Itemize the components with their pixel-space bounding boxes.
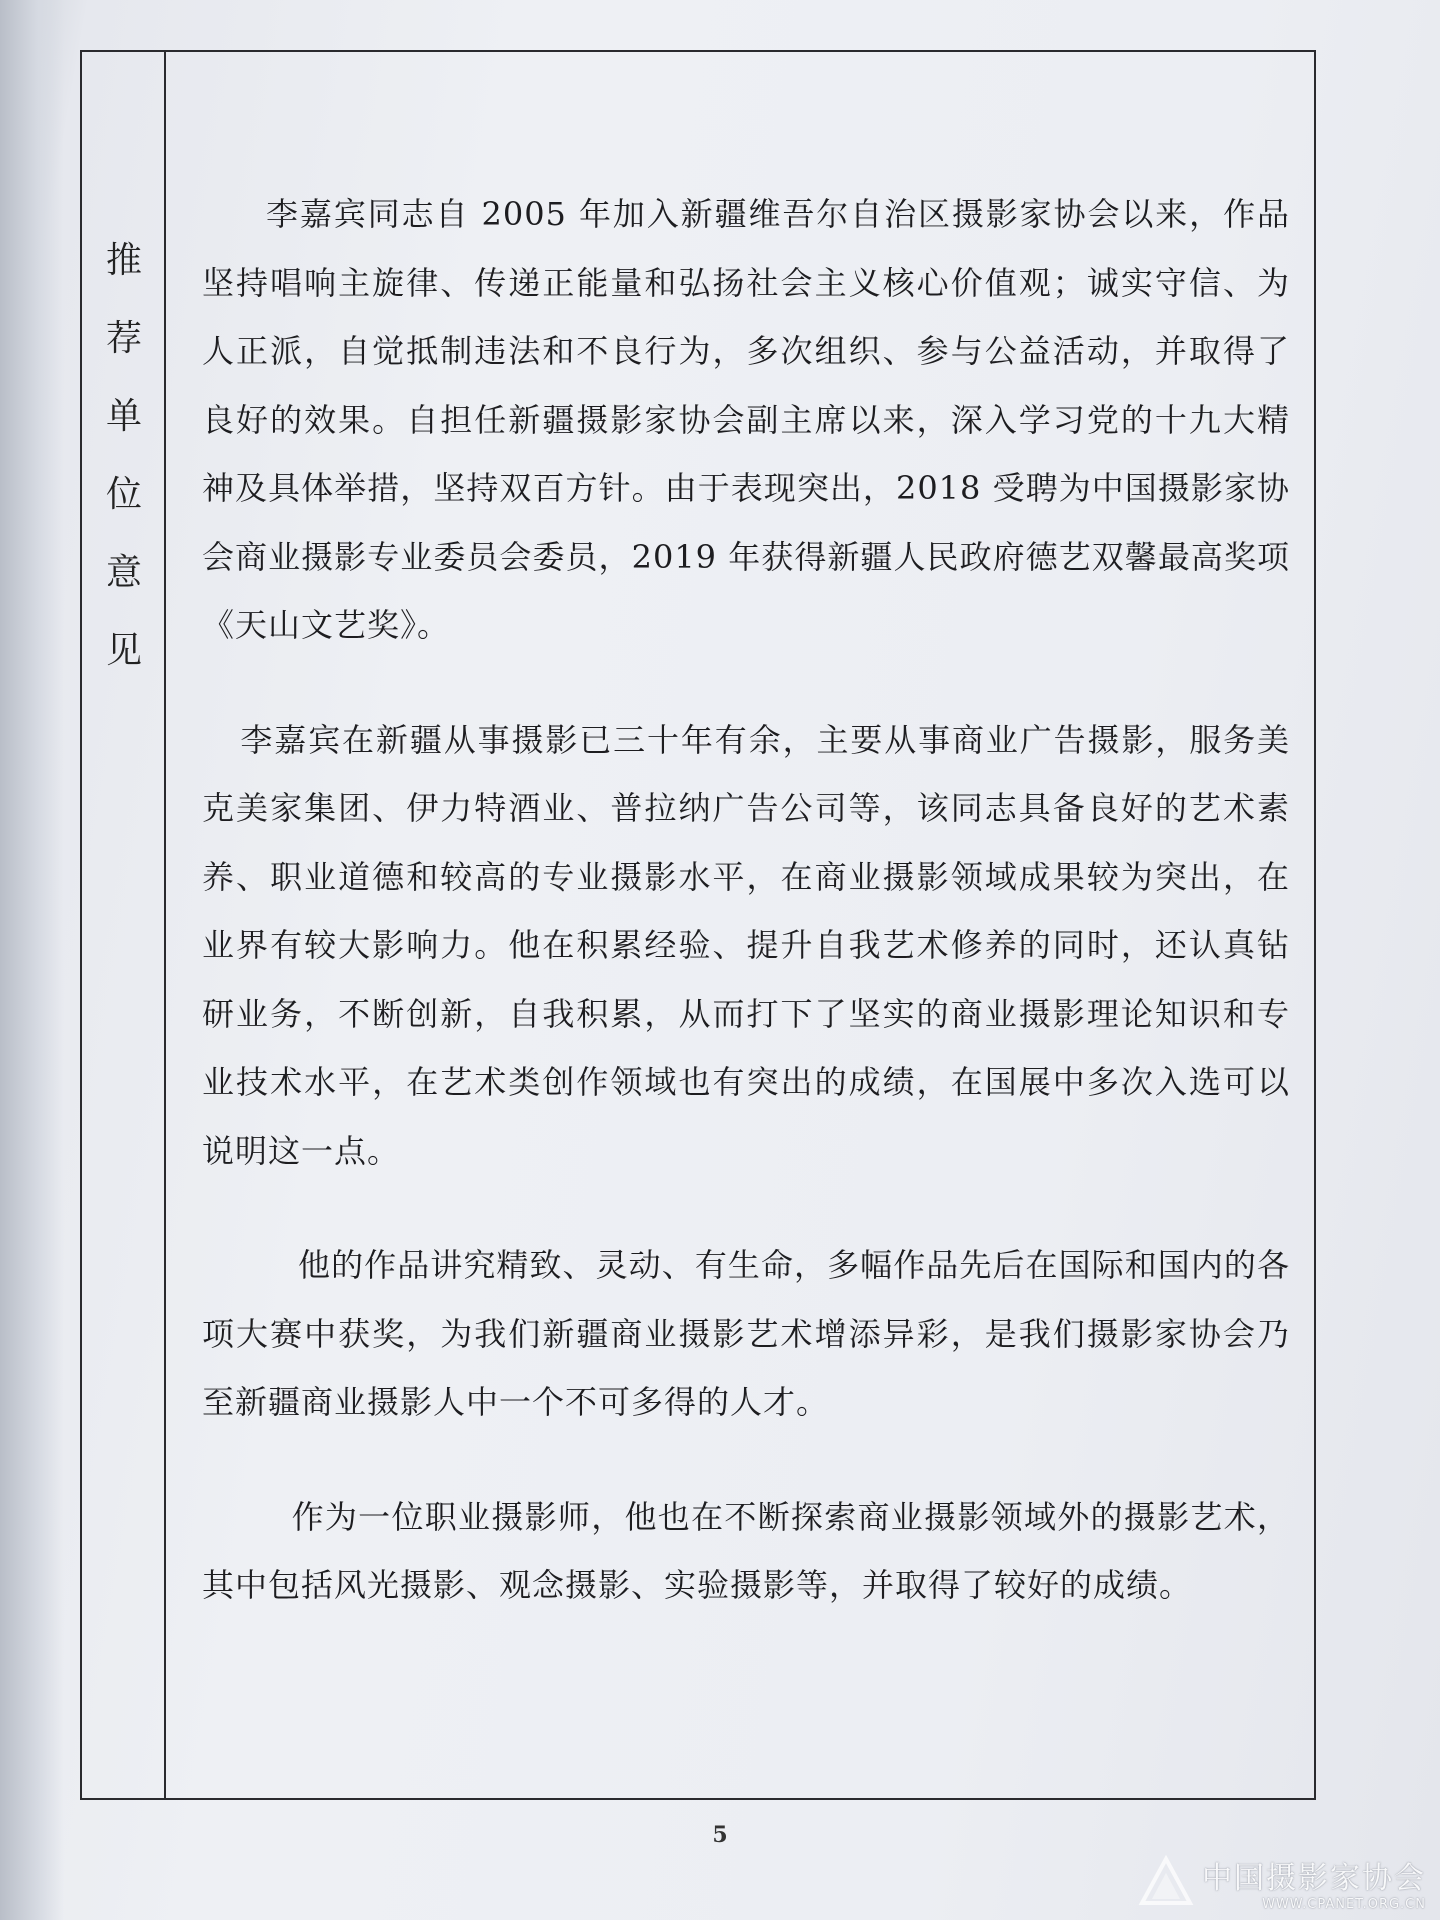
opinion-paragraph-2: 李嘉宾在新疆从事摄影已三十年有余，主要从事商业广告摄影，服务美克美家集团、伊力特酒业、普拉纳广告公司等，该同志具备良好的艺术素养、职业道德和较高的专业摄影水平，在商业摄影领域成果较为突出，在业界有较大影响力。他在积累经验、提升自我艺术修养的同时，还认真钻研业务，不断创新，自我积累，从而打下了坚实的商业摄影理论知识和专业技术水平，在艺术类创作领域也有突出的成绩，在国展中多次入选可以说明这一点。	[202, 720, 1290, 1170]
recommending-unit-opinion-label: 推荐单位意见	[106, 240, 143, 671]
page-edge-shadow	[0, 0, 64, 1920]
opinion-content-cell	[168, 52, 1314, 1798]
cpa-logo-icon	[1138, 1855, 1194, 1911]
opinion-paragraph-1: 李嘉宾同志自 2005 年加入新疆维吾尔自治区摄影家协会以来，作品坚持唱响主旋律、传递正能量和弘扬社会主义核心价值观；诚实守信、为人正派，自觉抵制违法和不良行为，多次组织、参与公益活动，并取得了良好的效果。自担任新疆摄影家协会副主席以来，深入学习党的十九大精神及具体举措，坚持双百方针。由于表现突出，2018 受聘为中国摄影家协会商业摄影专业委员会委员，2019 年获得新疆人民政府德艺双馨最高奖项《天山文艺奖》。	[202, 195, 1290, 644]
label-cell	[82, 52, 166, 1798]
opinion-paragraph-3: 他的作品讲究精致、灵动、有生命，多幅作品先后在国际和国内的各项大赛中获奖，为我们新疆商业摄影艺术增添异彩，是我们摄影家协会乃至新疆商业摄影人中一个不可多得的人才。	[202, 1246, 1290, 1421]
watermark-name: 中国摄影家协会	[1202, 1861, 1426, 1896]
watermark	[1138, 1853, 1426, 1912]
watermark-url: WWW.CPANET.ORG.CN	[1262, 1897, 1426, 1912]
opinion-paragraph-4: 作为一位职业摄影师，他也在不断探索商业摄影领域外的摄影艺术，其中包括风光摄影、观念摄影、实验摄影等，并取得了较好的成绩。	[202, 1497, 1290, 1604]
page-number: 5	[712, 1822, 728, 1848]
recommendation-form-table	[80, 50, 1316, 1800]
